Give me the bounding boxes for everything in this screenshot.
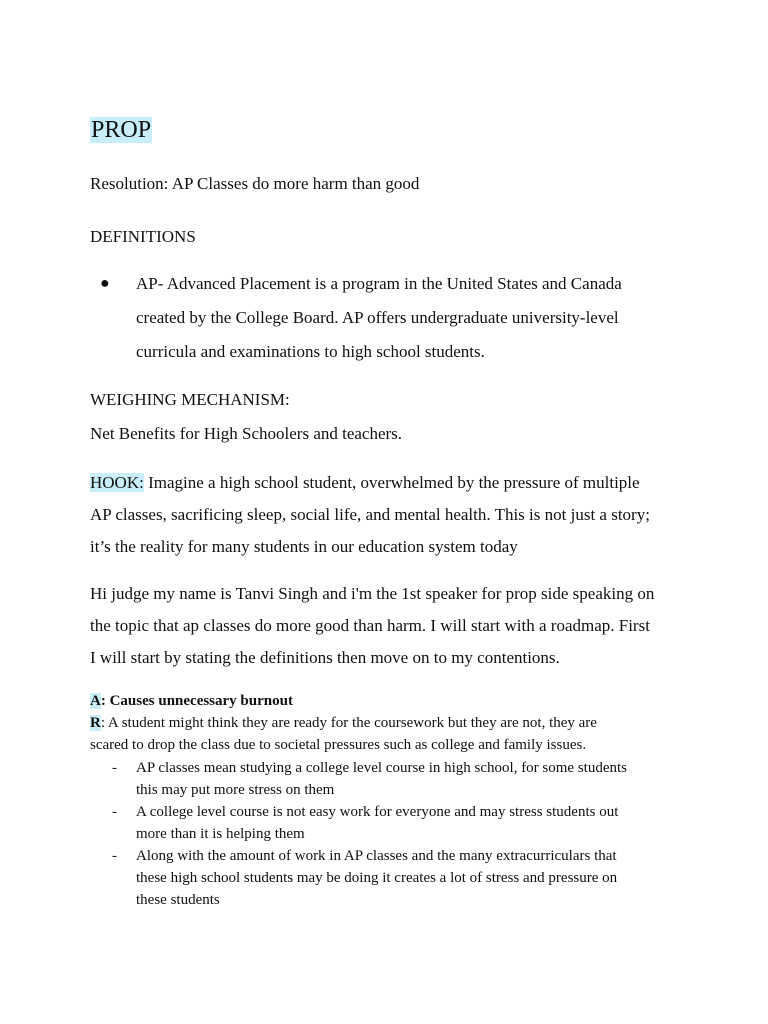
dash-icon: -	[112, 760, 117, 776]
point-line: this may put more stress on them	[136, 782, 335, 798]
hook-line	[90, 472, 650, 504]
list-item	[90, 845, 627, 911]
page-title	[90, 114, 152, 146]
list-item	[90, 757, 627, 801]
reasoning-text: scared to drop the class due to societal pressures such as college and family issues.	[90, 737, 587, 753]
resolution-text: Resolution: AP Classes do more harm than good	[90, 174, 420, 193]
hook-text: Imagine a high school student, overwhelmed by the pressure of multiple	[143, 473, 640, 492]
definition-line: AP- Advanced Placement is a program in the United States and Canada	[136, 274, 622, 293]
weighing-text: Net Benefits for High Schoolers and teachers.	[90, 424, 403, 443]
claim-text: : Causes unnecessary burnout	[100, 693, 293, 709]
point-line: these students	[136, 892, 220, 908]
point-line: more than it is helping them	[136, 826, 305, 842]
argument-reasoning	[90, 712, 597, 734]
hook-label: HOOK:	[90, 473, 144, 492]
intro-paragraph	[90, 583, 654, 679]
weighing-heading: WEIGHING MECHANISM:	[90, 390, 290, 409]
list-item	[90, 801, 627, 845]
dash-icon: -	[112, 804, 117, 820]
definition-text	[136, 273, 622, 375]
hook-line: AP classes, sacrificing sleep, social life, and mental health. This is not just a story;	[90, 505, 650, 524]
hook-line: it’s the reality for many students in our education system today	[90, 537, 518, 556]
intro-line: Hi judge my name is Tanvi Singh and i'm the 1st speaker for prop side speaking on	[90, 584, 655, 603]
point-line: Along with the amount of work in AP classes and the many extracurriculars that	[136, 848, 617, 864]
claim-label: A	[90, 693, 101, 709]
point-line: AP classes mean studying a college level course in high school, for some students	[136, 760, 628, 776]
definition-line: created by the College Board. AP offers undergraduate university-level	[136, 308, 619, 327]
argument-claim	[90, 690, 293, 712]
intro-line: the topic that ap classes do more good than harm. I will start with a roadmap. First	[90, 616, 650, 635]
title-highlight: PROP	[91, 117, 152, 143]
hook-paragraph	[90, 472, 650, 568]
definitions-heading: DEFINITIONS	[90, 227, 196, 246]
bullet-icon: ●	[100, 275, 110, 292]
point-line: these high school students may be doing it creates a lot of stress and pressure on	[136, 870, 618, 886]
dash-icon: -	[112, 848, 117, 864]
argument-reasoning-cont	[90, 734, 586, 756]
supporting-points	[90, 757, 627, 911]
intro-line: I will start by stating the definitions then move on to my contentions.	[90, 648, 560, 667]
definition-line: curricula and examinations to high school students.	[136, 342, 485, 361]
reasoning-text: : A student might think they are ready for the coursework but they are not, they are	[100, 715, 597, 731]
point-line: A college level course is not easy work for everyone and may stress students out	[136, 804, 619, 820]
reasoning-label: R	[90, 715, 101, 731]
